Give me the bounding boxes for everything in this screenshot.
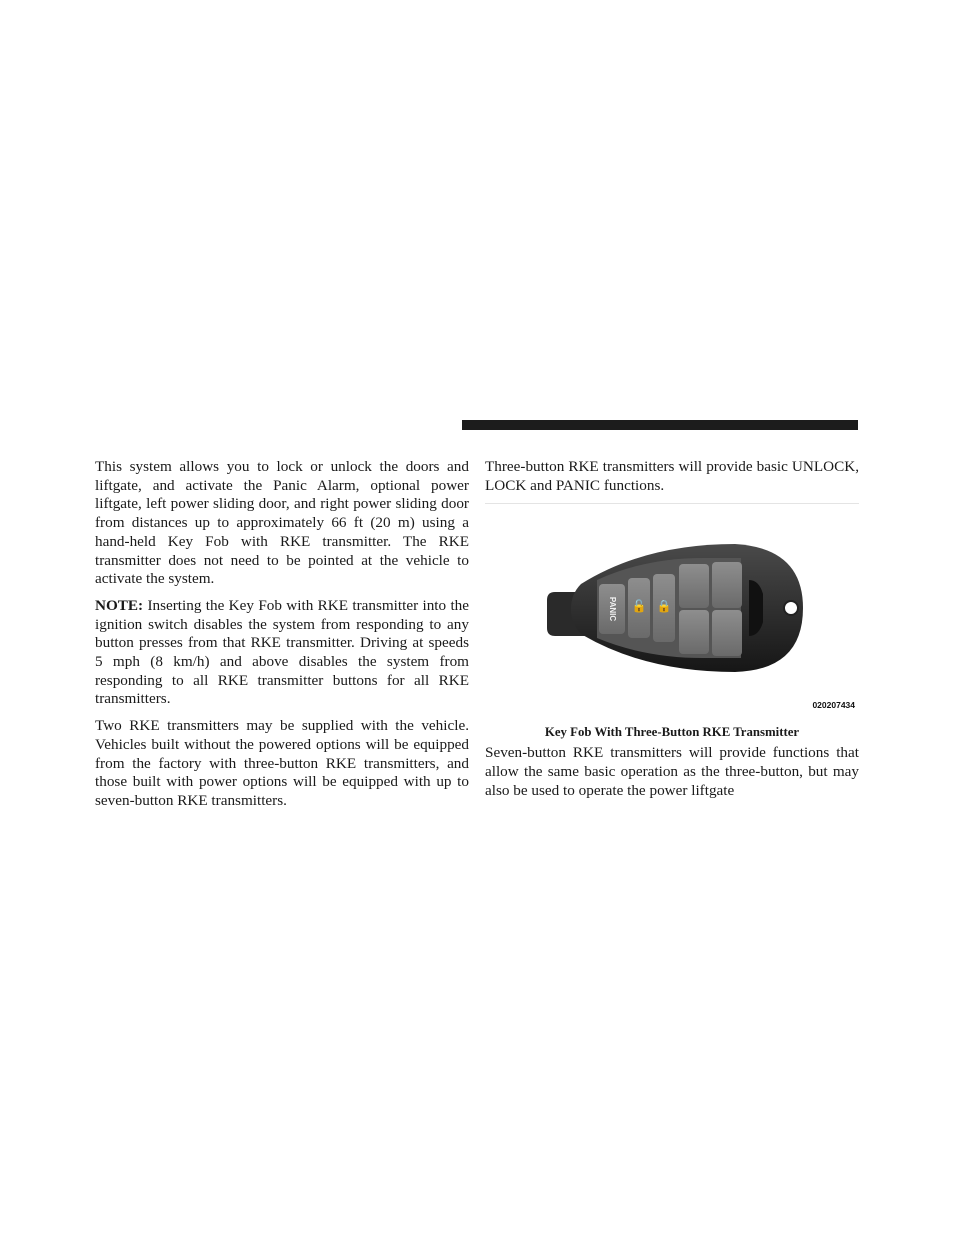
transmitters-paragraph: Two RKE transmitters may be supplied with the vehicle. Vehicles built without the powered options will be equipped from the factory with three-button RKE transmitters, and those built with power options will be equipped with up to seven-button RKE transmitters. [95,717,469,809]
blank-button-3[interactable] [712,562,742,608]
panic-label: PANIC [607,597,617,622]
blank-button-4[interactable] [712,610,742,656]
left-column [95,458,469,819]
blank-button-1[interactable] [679,564,709,608]
note-label: NOTE: [95,596,144,614]
intro-paragraph: This system allows you to lock or unlock the doors and liftgate, and activate the Panic Alarm, optional power liftgate, left power sliding door, and right power sliding door from distances up to approximately 66 ft (20 m) using a hand-held Key Fob with RKE transmitter. The RKE transmitter does not need to be pointed at the vehicle to activate the system. [95,458,469,588]
key-fob-figure [485,503,859,718]
figure-caption: Key Fob With Three-Button RKE Transmitter [544,725,800,740]
lock-icon: 🔒 [656,599,672,614]
note-paragraph [95,597,469,709]
seven-button-paragraph: Seven-button RKE transmitters will provide functions that allow the same basic operation as the three-button, but may also be used to operate the power liftgate [485,744,859,799]
unlock-icon: 🔓 [631,599,647,614]
blank-button-2[interactable] [679,610,709,654]
right-column [485,458,859,809]
key-ring-hole [784,601,798,615]
three-button-paragraph: Three-button RKE transmitters will provide basic UNLOCK, LOCK and PANIC functions. [485,458,859,494]
figure-code: 020207434 [812,699,855,710]
key-fob-illustration [485,504,859,718]
note-text: Inserting the Key Fob with RKE transmitter into the ignition switch disables the system from responding to any button presses from that RKE transmitter. Driving at speeds 5 mph (8 km/h) and above disables the system from responding to all RKE transmitter buttons for all RKE transmitters. [95,596,469,708]
section-header-rule [462,420,858,430]
